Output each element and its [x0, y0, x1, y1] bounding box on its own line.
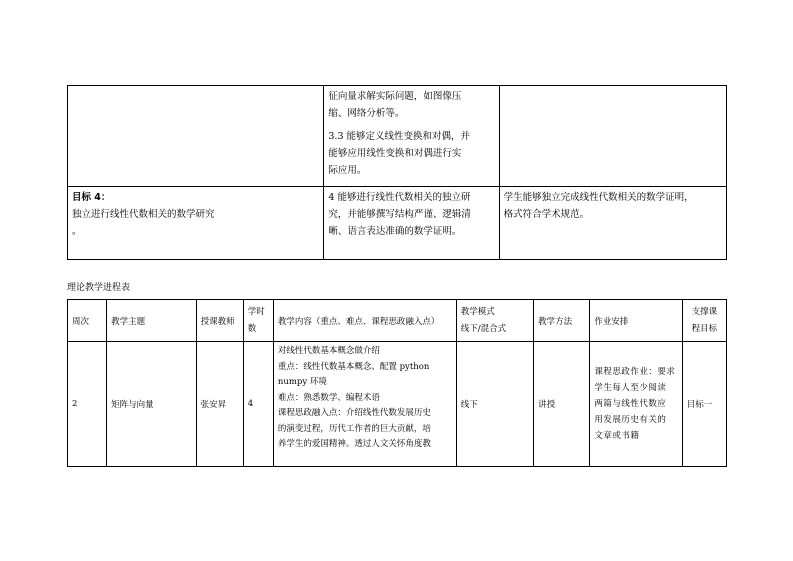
header-teacher: 授课教师 [196, 300, 243, 342]
requirement-line: 际应用。 [328, 165, 367, 176]
row-goal: 目标一 [682, 342, 726, 467]
requirement-line: 晰、语言表达准确的数学证明。 [328, 226, 462, 237]
evaluation-line: 学生能够独立完成线性代数相关的数学证明， [503, 192, 694, 203]
header-hours-line: 数 [247, 323, 257, 334]
homework-line: 学生每人至少阅读 [594, 383, 667, 393]
header-goal-line: 支撑课 [691, 306, 718, 317]
content-line: 课程思政融入点：介绍线性代数发展历史 [277, 408, 431, 418]
header-mode-line: 线下/混合式 [460, 323, 507, 334]
evaluation-line: 格式符合学术规范。 [503, 209, 590, 220]
row-content [273, 342, 456, 467]
homework-line: 课程思政作业：要求 [594, 367, 676, 377]
schedule-header-row [68, 300, 727, 342]
row-topic: 矩阵与向量 [107, 342, 196, 467]
requirement-line: 3.3 能够定义线性变换和对偶，并 [328, 131, 471, 142]
goal4-evaluation-cell [499, 187, 726, 260]
requirement-line: 缩、网络分析等。 [328, 108, 405, 119]
requirement-line: 能够应用线性变换和对偶进行实 [328, 148, 462, 159]
goal4-description-tail: 。 [72, 226, 82, 237]
requirement-line: 征向量求解实际问题，如图像压 [328, 91, 462, 102]
header-hours [243, 300, 273, 342]
row-hours: 4 [243, 342, 273, 467]
header-homework: 作业安排 [590, 300, 682, 342]
content-line: 的演变过程，历代工作者的巨大贡献，培 [277, 423, 431, 434]
evaluation-cell-empty [499, 86, 726, 187]
row-teacher: 张安昇 [196, 342, 243, 467]
header-method: 教学方法 [534, 300, 590, 342]
header-goal-line: 程目标 [691, 323, 718, 334]
header-goal [682, 300, 726, 342]
header-content: 教学内容（重点、难点、课程思政融入点） [273, 300, 456, 342]
schedule-row [68, 342, 727, 467]
requirement-line: 4 能够进行线性代数相关的独立研 [328, 192, 471, 203]
goal-cell-empty [68, 86, 324, 187]
content-line: 难点：熟悉数学、编程术语 [277, 392, 380, 403]
header-week: 周次 [68, 300, 107, 342]
row-week: 2 [68, 342, 107, 467]
homework-line: 两篇与线性代数应 [594, 399, 667, 409]
goal4-requirement-cell [324, 187, 499, 260]
goal4-cell [68, 187, 324, 260]
homework-line: 用发展历史有关的 [594, 415, 667, 425]
row-mode: 线下 [456, 342, 533, 467]
row-homework [590, 342, 682, 467]
schedule-table [67, 299, 727, 467]
content-line: 对线性代数基本概念做介绍 [277, 346, 380, 356]
header-mode [456, 300, 533, 342]
goal4-title: 目标 4： [72, 192, 111, 203]
requirement-cell [324, 86, 499, 187]
header-hours-line: 学时 [247, 306, 265, 317]
section-title: 理论教学进程表 [67, 283, 131, 293]
header-topic: 教学主题 [107, 300, 196, 342]
objective-row-continued [68, 86, 727, 187]
goal4-description: 独立进行线性代数相关的数学研究 [72, 209, 215, 220]
objective-row-goal4 [68, 187, 727, 260]
content-line: 养学生的爱国精神。透过人文关怀角度教 [277, 439, 431, 449]
requirement-line: 究，并能够撰写结构严谨、逻辑清 [328, 209, 471, 220]
header-mode-line: 教学模式 [460, 306, 495, 317]
content-line: 重点：线性代数基本概念、配置 python [277, 361, 430, 372]
objectives-table [67, 85, 727, 260]
content-line: numpy 环境 [277, 377, 327, 387]
row-method: 讲授 [534, 342, 590, 467]
homework-line: 文章或书籍 [594, 431, 640, 441]
